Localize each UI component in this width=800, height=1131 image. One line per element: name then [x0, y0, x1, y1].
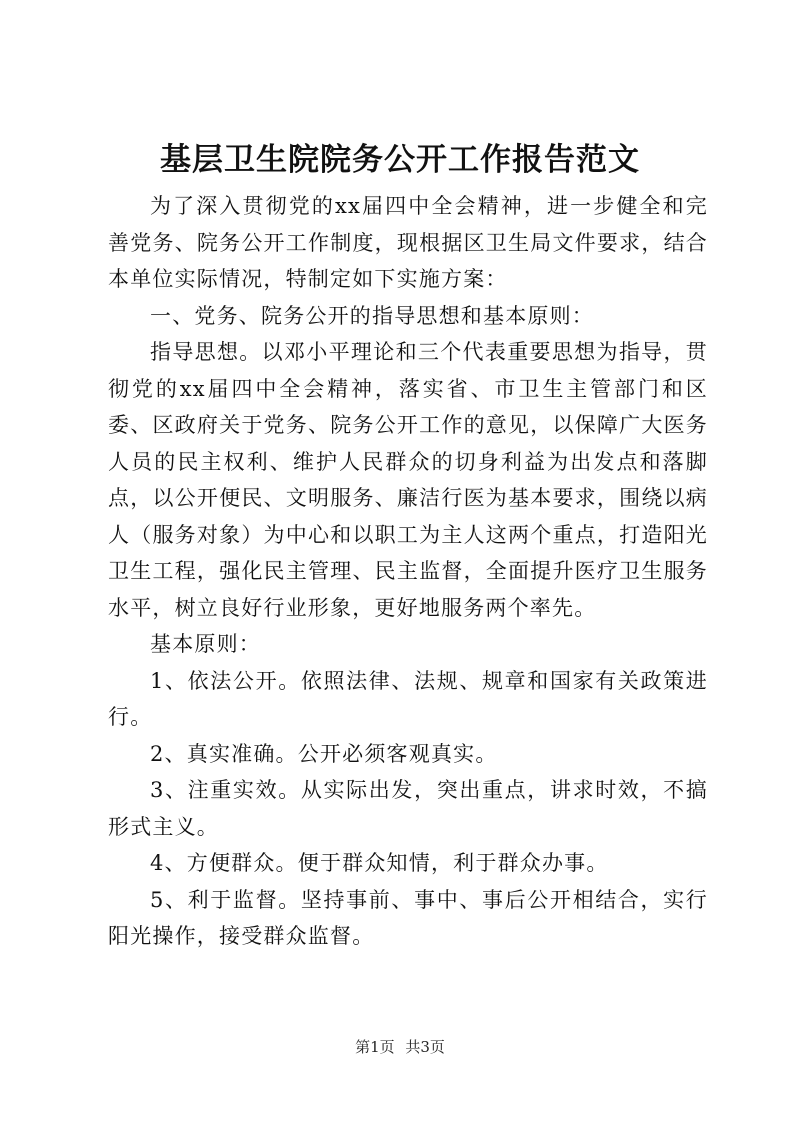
paragraph-intro: 为了深入贯彻党的xx届四中全会精神，进一步健全和完善党务、院务公开工作制度，现根据区卫生局文件要求，结合本单位实际情况，特制定如下实施方案：	[108, 194, 708, 291]
paragraph-basic-principles-heading: 基本原则：	[150, 632, 261, 656]
page-number: 第1页	[355, 1038, 395, 1056]
paragraph-principle-1: 1、依法公开。依照法律、法规、规章和国家有关政策进行。	[108, 668, 708, 729]
paragraph-principle-5: 5、利于监督。坚持事前、事中、事后公开相结合，实行阳光操作，接受群众监督。	[108, 887, 708, 948]
paragraph-principle-2: 2、真实准确。公开必须客观真实。	[150, 741, 498, 766]
paragraph-guiding-ideology: 指导思想。以邓小平理论和三个代表重要思想为指导，贯彻党的xx届四中全会精神，落实省、市卫生主管部门和区委、区政府关于党务、院务公开工作的意见，以保障广大医务人员的民主权利、维护人民群众的切身利益为出发点和落脚点，以公开便民、文明服务、廉洁行医为基本要求，围绕以病人（服务对象）为中心和以职工为主人这两个重点，打造阳光卫生工程，强化民主管理、民主监督，全面提升医疗卫生服务水平，树立良好行业形象，更好地服务两个率先。	[108, 340, 708, 620]
page-footer	[0, 1037, 800, 1057]
paragraph-principle-3: 3、注重实效。从实际出发，突出重点，讲求时效，不搞形式主义。	[108, 778, 708, 839]
paragraph-section-heading: 一、党务、院务公开的指导思想和基本原则：	[150, 303, 594, 328]
document-title: 基层卫生院院务公开工作报告范文	[160, 142, 640, 178]
paragraph-principle-4: 4、方便群众。便于群众知情，利于群众办事。	[150, 851, 609, 875]
page-total: 共3页	[405, 1038, 445, 1056]
document-body	[108, 188, 708, 955]
